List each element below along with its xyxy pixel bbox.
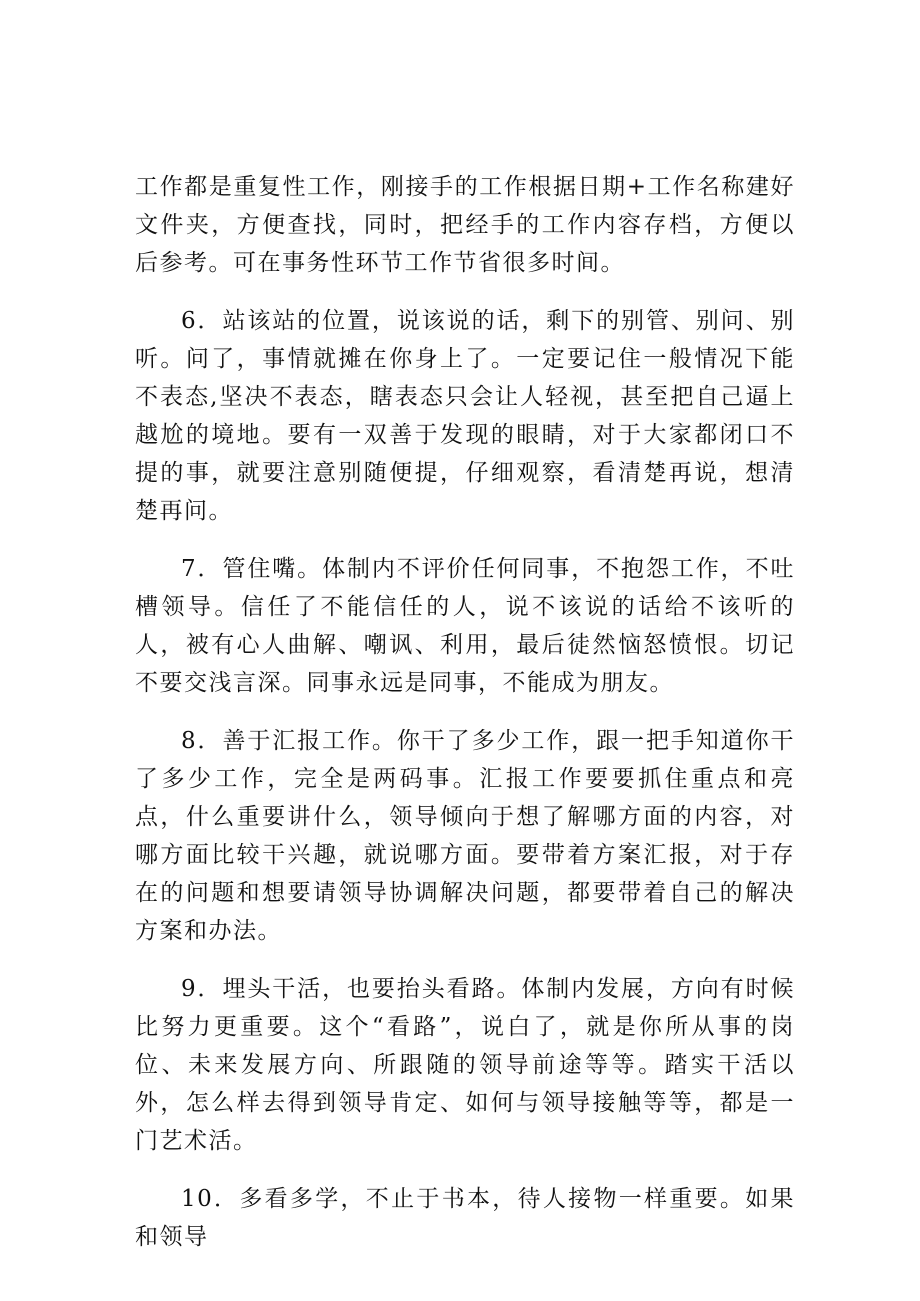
document-body (135, 168, 795, 1276)
paragraph-item-6: 6．站该站的位置，说该说的话，剩下的别管、别问、别听。问了，事情就摊在你身上了。一定要记住一般情况下能不表态,坚决不表态，瞎表态只会让人轻视，甚至把自己逼上越尬的境地。要有一双善于发现的眼睛，对于大家都闭口不提的事，就要注意别随便提，仔细观察，看清楚再说，想清楚再问。 (135, 308, 795, 524)
paragraph-item-10: 10．多看多学，不止于书本，待人接物一样重要。如果和领导 (135, 1186, 795, 1250)
paragraph-item-8: 8．善于汇报工作。你干了多少工作，跟一把手知道你干了多少工作，完全是两码事。汇报工作要要抓住重点和亮点，什么重要讲什么，领导倾向于想了解哪方面的内容，对哪方面比较干兴趣，就说哪方面。要带着方案汇报，对于存在的问题和想要请领导协调解决问题，都要带着自己的解决方案和办法。 (135, 728, 795, 944)
paragraph-item-9: 9．埋头干活，也要抬头看路。体制内发展，方向有时候比努力更重要。这个“看路”，说白了，就是你所从事的岗位、未来发展方向、所跟随的领导前途等等。踏实干活以外，怎么样去得到领导肯定、如何与领导接触等等，都是一门艺术活。 (135, 976, 795, 1154)
paragraph-item-7: 7．管住嘴。体制内不评价任何同事，不抱怨工作，不吐槽领导。信任了不能信任的人，说不该说的话给不该听的人，被有心人曲解、嘲讽、利用，最后徒然恼怒愤恨。切记不要交浅言深。同事永远是同事，不能成为朋友。 (135, 556, 795, 696)
paragraph-continued: 工作都是重复性工作，刚接手的工作根据日期+工作名称建好文件夹，方便查找，同时，把经手的工作内容存档，方便以后参考。可在事务性环节工作节省很多时间。 (135, 174, 795, 276)
